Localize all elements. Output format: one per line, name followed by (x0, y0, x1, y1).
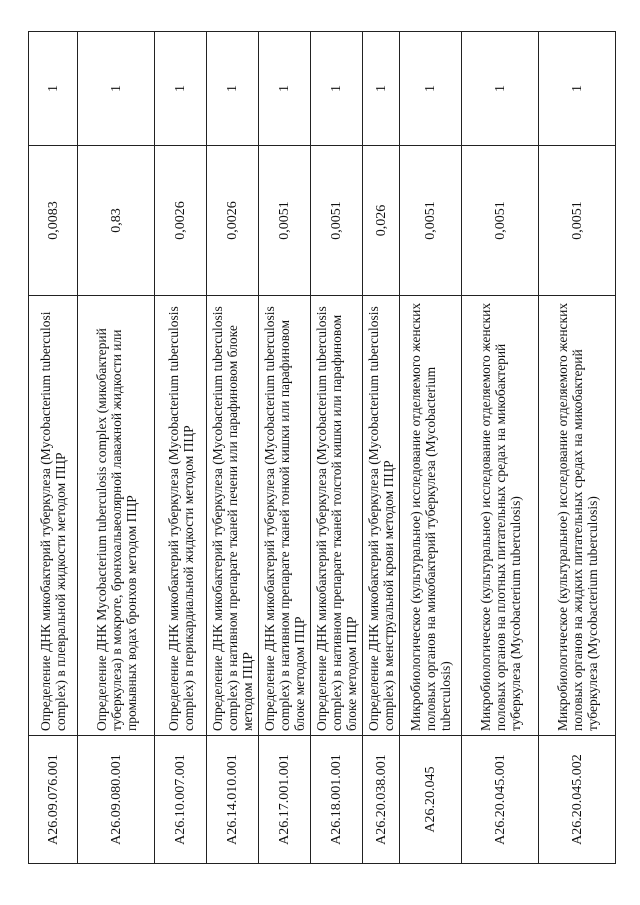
multiplicity-value: 1 (207, 32, 259, 146)
service-code: A26.20.038.001 (363, 736, 400, 864)
service-code: A26.17.001.001 (259, 736, 311, 864)
service-name: Определение ДНК микобактерий туберкулеза (Mycobacterium tuberculosis complex) в нативном препарате тканей тонкой кишки или парафиновом блоке методом ПЦР (259, 296, 311, 736)
multiplicity-value: 1 (311, 32, 363, 146)
rotated-table-wrapper (28, 32, 611, 864)
service-name: Микробиологическое (культуральное) исследование отделяемого женских половых органов на плотных питательных средах на микобактерий туберкулеза (Mycobacterium tuberculosis) (462, 296, 539, 736)
service-code: A26.20.045.002 (539, 736, 616, 864)
frequency-value: 0,026 (363, 146, 400, 296)
service-code: A26.14.010.001 (207, 736, 259, 864)
frequency-value: 0,0083 (29, 146, 78, 296)
table-row (259, 32, 311, 864)
multiplicity-value: 1 (363, 32, 400, 146)
table-row (207, 32, 259, 864)
services-table (28, 31, 616, 864)
service-name: Определение ДНК микобактерий туберкулеза (Mycobacterium tuberculosis complex) в нативном препарате тканей толстой кишки или парафиновом блоке методом ПЦР (311, 296, 363, 736)
frequency-value: 0,0051 (311, 146, 363, 296)
multiplicity-value: 1 (400, 32, 462, 146)
frequency-value: 0,0026 (207, 146, 259, 296)
table-row (462, 32, 539, 864)
frequency-value: 0,0051 (400, 146, 462, 296)
service-name: Определение ДНК микобактерий туберкулеза (Mycobacterium tuberculosis complex) в нативном препарате тканей печени или парафиновом блоке методом ПЦР (207, 296, 259, 736)
service-code: A26.20.045.001 (462, 736, 539, 864)
table-row (311, 32, 363, 864)
multiplicity-value: 1 (539, 32, 616, 146)
multiplicity-value: 1 (155, 32, 207, 146)
service-name: Микробиологическое (культуральное) исследование отделяемого женских половых органов на жидких питательных средах на микобактерий туберкулеза (Mycobacterium tuberculosis) (539, 296, 616, 736)
table-row (400, 32, 462, 864)
table-row (29, 32, 78, 864)
multiplicity-value: 1 (29, 32, 78, 146)
service-name: Определение ДНК микобактерий туберкулеза (Mycobacterium tuberculosis complex) в перикардиальной жидкости методом ПЦР (155, 296, 207, 736)
table-row (539, 32, 616, 864)
service-code: A26.20.045 (400, 736, 462, 864)
service-name: Определение ДНК микобактерий туберкулеза (Mycobacterium tuberculosis complex) в менструальной крови методом ПЦР (363, 296, 400, 736)
service-name: Определение ДНК микобактерий туберкулеза (Mycobacterium tuberculosi complex) в плевральной жидкости методом ПЦР (29, 296, 78, 736)
table-row (155, 32, 207, 864)
frequency-value: 0,83 (78, 146, 155, 296)
table-row (78, 32, 155, 864)
service-code: A26.10.007.001 (155, 736, 207, 864)
service-code: A26.18.001.001 (311, 736, 363, 864)
multiplicity-value: 1 (462, 32, 539, 146)
service-name: Определение ДНК Mycobacterium tuberculosis complex (микобактерий туберкулеза) в мокроте, бронхоальвеолярной лаважной жидкости или промывных водах бронхов методом ПЦР (78, 296, 155, 736)
table-row (363, 32, 400, 864)
frequency-value: 0,0051 (462, 146, 539, 296)
service-name: Микробиологическое (культуральное) исследование отделяемого женских половых органов на микобактерий туберкулеза (Mycobacterium tuberculosis) (400, 296, 462, 736)
frequency-value: 0,0026 (155, 146, 207, 296)
multiplicity-value: 1 (259, 32, 311, 146)
frequency-value: 0,0051 (539, 146, 616, 296)
frequency-value: 0,0051 (259, 146, 311, 296)
service-code: A26.09.076.001 (29, 736, 78, 864)
multiplicity-value: 1 (78, 32, 155, 146)
service-code: A26.09.080.001 (78, 736, 155, 864)
